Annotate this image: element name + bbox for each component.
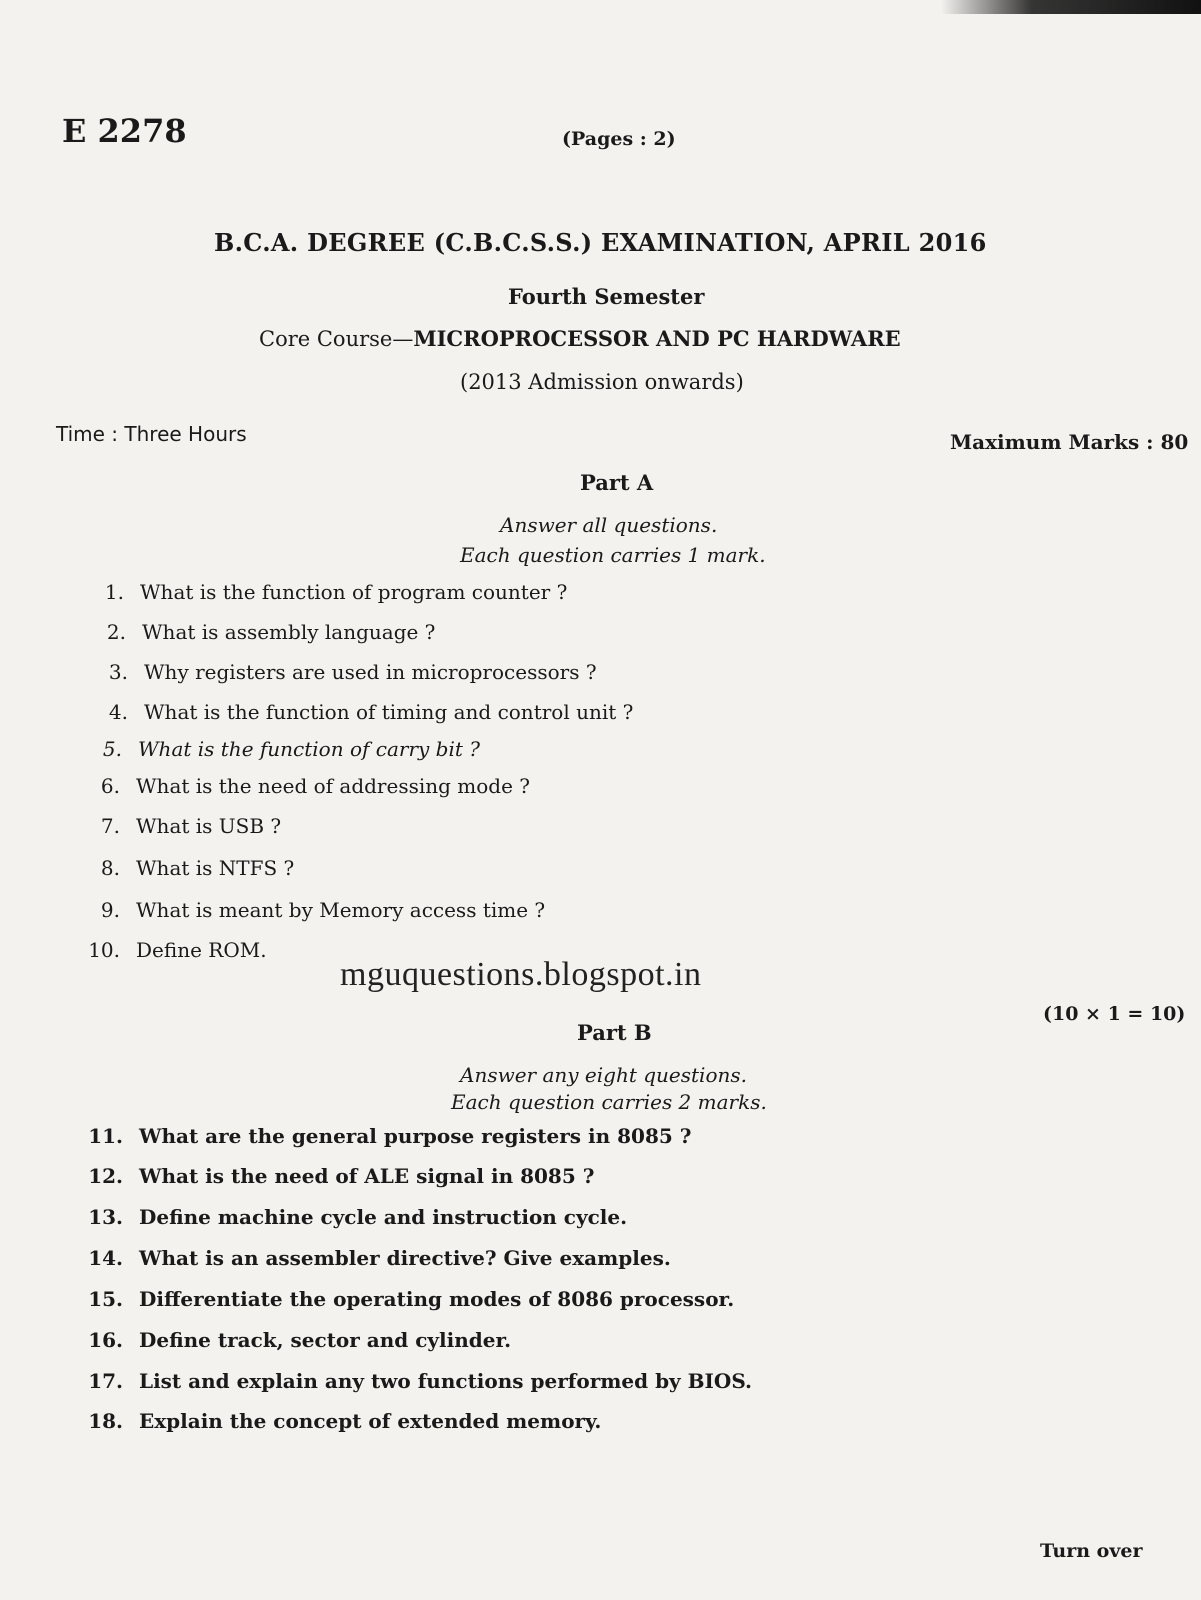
question-number: 15.	[88, 1287, 123, 1311]
question	[76, 814, 281, 838]
exam-title: B.C.A. DEGREE (C.B.C.S.S.) EXAMINATION, APRIL 2016	[214, 228, 987, 257]
admission-note: (2013 Admission onwards)	[460, 370, 744, 394]
course-title	[259, 326, 901, 351]
part-a-title: Part A	[580, 470, 654, 495]
question-text: What are the general purpose registers in 8085 ?	[139, 1124, 692, 1148]
turn-over-note: Turn over	[1040, 1540, 1143, 1562]
scan-edge-shadow	[941, 0, 1201, 14]
course-name: MICROPROCESSOR AND PC HARDWARE	[413, 326, 901, 351]
question-text: What is the function of timing and control unit ?	[144, 700, 634, 724]
question-number: 7.	[100, 814, 120, 838]
question-number: 1.	[104, 580, 124, 604]
part-b-instruction-2: Each question carries 2 marks.	[451, 1090, 767, 1114]
question-number: 11.	[88, 1124, 123, 1148]
page-count: (Pages : 2)	[562, 128, 676, 150]
question-text: Differentiate the operating modes of 8086 processor.	[139, 1287, 735, 1311]
question	[79, 1409, 601, 1433]
question-text: List and explain any two functions performed by BIOS.	[139, 1369, 753, 1393]
question-text: What is the need of addressing mode ?	[136, 774, 531, 798]
question-number: 3.	[108, 660, 128, 684]
question-text: Define ROM.	[136, 938, 267, 962]
question	[78, 737, 480, 761]
question	[76, 898, 545, 922]
part-b-instruction-1: Answer any eight questions.	[460, 1063, 747, 1087]
part-a-instruction-2: Each question carries 1 mark.	[460, 543, 766, 567]
question-text: What is an assembler directive? Give examples.	[139, 1246, 671, 1270]
question	[79, 1205, 627, 1229]
part-b-title: Part B	[577, 1020, 652, 1045]
paper-code: E 2278	[62, 112, 187, 150]
question	[82, 620, 435, 644]
question-text: What is assembly language ?	[142, 620, 436, 644]
question	[79, 1369, 752, 1393]
question	[79, 1246, 671, 1270]
question-text: What is NTFS ?	[136, 856, 295, 880]
question-number: 2.	[106, 620, 126, 644]
maximum-marks: Maximum Marks : 80	[950, 430, 1189, 454]
question-number: 9.	[100, 898, 120, 922]
question-number: 16.	[88, 1328, 123, 1352]
question-text: Why registers are used in microprocessors ?	[144, 660, 597, 684]
question-number: 18.	[88, 1409, 123, 1433]
part-a-marks-note: (10 × 1 = 10)	[1043, 1003, 1186, 1025]
question	[76, 938, 267, 962]
question-text: What is USB ?	[136, 814, 282, 838]
question-number: 6.	[100, 774, 120, 798]
question	[84, 660, 597, 684]
question	[79, 1328, 511, 1352]
question-number: 12.	[88, 1164, 123, 1188]
question-text: Define track, sector and cylinder.	[139, 1328, 512, 1352]
question-text: Define machine cycle and instruction cycle.	[139, 1205, 628, 1229]
question-number: 5.	[102, 737, 122, 761]
question	[76, 856, 294, 880]
question-number: 17.	[88, 1369, 123, 1393]
question-number: 14.	[88, 1246, 123, 1270]
question	[79, 1164, 594, 1188]
question	[79, 1124, 691, 1148]
question-number: 13.	[88, 1205, 123, 1229]
question-text: Explain the concept of extended memory.	[139, 1409, 602, 1433]
question-text: What is the need of ALE signal in 8085 ?	[139, 1164, 595, 1188]
question	[80, 580, 567, 604]
question-number: 10.	[88, 938, 120, 962]
question	[79, 1287, 734, 1311]
semester: Fourth Semester	[508, 284, 705, 309]
course-prefix: Core Course—	[259, 327, 414, 351]
time-allowed: Time : Three Hours	[56, 422, 247, 446]
question-text: What is the function of program counter ?	[140, 580, 568, 604]
question-text: What is meant by Memory access time ?	[136, 898, 546, 922]
question-text: What is the function of carry bit ?	[138, 737, 480, 761]
blog-watermark: mguquestions.blogspot.in	[340, 956, 702, 993]
part-a-instruction-1: Answer all questions.	[500, 513, 718, 537]
question	[76, 774, 530, 798]
question-number: 4.	[108, 700, 128, 724]
question-number: 8.	[100, 856, 120, 880]
question	[84, 700, 633, 724]
